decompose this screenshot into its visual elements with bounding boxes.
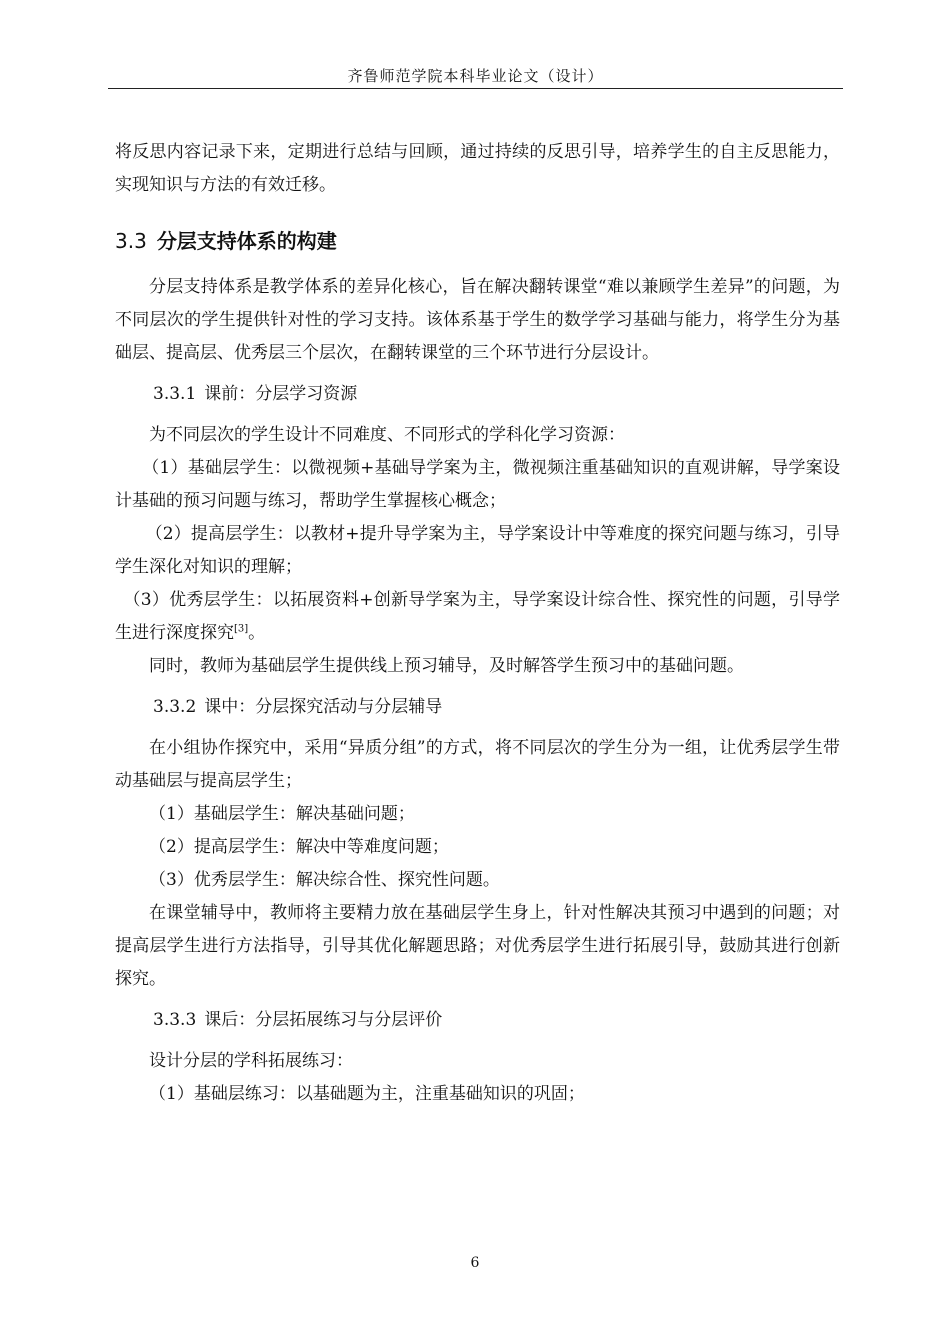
list-item — [115, 584, 840, 650]
list-item: （1）基础层学生：以微视频+基础导学案为主，微视频注重基础知识的直观讲解，导学案设计基础的预习问题与练习，帮助学生掌握核心概念； — [115, 458, 840, 511]
list-item: （2）提高层学生：解决中等难度问题； — [149, 837, 449, 857]
subsection-number: 3.3.2 — [153, 697, 197, 717]
subsection-title: 课中：分层探究活动与分层辅导 — [204, 697, 443, 717]
list-item-text: （3）优秀层学生：以拓展资料+创新导学案为主，导学案设计综合性、探究性的问题，引导学生进行深度探究 — [115, 590, 840, 643]
subsection-number: 3.3.3 — [153, 1010, 197, 1030]
subsection-heading-3-3-3 — [115, 1004, 840, 1037]
subsection-title: 课后：分层拓展练习与分层评价 — [204, 1010, 443, 1030]
paragraph: 在小组协作探究中，采用“异质分组”的方式，将不同层次的学生分为一组，让优秀层学生带动基础层与提高层学生； — [115, 738, 840, 791]
paragraph: 在课堂辅导中，教师将主要精力放在基础层学生身上，针对性解决其预习中遇到的问题；对提高层学生进行方法指导，引导其优化解题思路；对优秀层学生进行拓展引导，鼓励其进行创新探究。 — [115, 903, 840, 989]
section-number: 3.3 — [115, 229, 147, 253]
section-title: 分层支持体系的构建 — [156, 229, 337, 253]
list-item: （1）基础层学生：解决基础问题； — [149, 804, 415, 824]
subsection-heading-3-3-2 — [115, 691, 840, 724]
subsection-number: 3.3.1 — [153, 384, 197, 404]
paragraph: 设计分层的学科拓展练习： — [149, 1051, 353, 1071]
citation-ref[interactable]: [3] — [234, 623, 249, 635]
page-body — [115, 136, 840, 1111]
list-item: （1）基础层练习：以基础题为主，注重基础知识的巩固； — [149, 1084, 585, 1104]
list-item: （2）提高层学生：以教材+提升导学案为主，导学案设计中等难度的探究问题与练习，引导学生深化对知识的理解； — [115, 524, 840, 577]
paragraph: 同时，教师为基础层学生提供线上预习辅导，及时解答学生预习中的基础问题。 — [149, 656, 744, 676]
paragraph: 为不同层次的学生设计不同难度、不同形式的学科化学习资源： — [149, 425, 625, 445]
section-heading-3-3 — [115, 224, 840, 258]
paragraph: 分层支持体系是教学体系的差异化核心，旨在解决翻转课堂“难以兼顾学生差异”的问题，为不同层次的学生提供针对性的学习支持。该体系基于学生的数学学习基础与能力，将学生分为基础层、提高层、优秀层三个层次，在翻转课堂的三个环节进行分层设计。 — [115, 277, 840, 363]
subsection-heading-3-3-1 — [115, 378, 840, 411]
running-header: 齐鲁师范学院本科毕业论文（设计） — [347, 67, 604, 85]
list-item: （3）优秀层学生：解决综合性、探究性问题。 — [149, 870, 500, 890]
subsection-title: 课前：分层学习资源 — [204, 384, 358, 404]
list-item-end: 。 — [248, 623, 266, 643]
page-number: 6 — [470, 1255, 480, 1271]
header-rule — [108, 88, 843, 89]
paragraph: 将反思内容记录下来，定期进行总结与回顾，通过持续的反思引导，培养学生的自主反思能力，实现知识与方法的有效迁移。 — [115, 142, 840, 195]
